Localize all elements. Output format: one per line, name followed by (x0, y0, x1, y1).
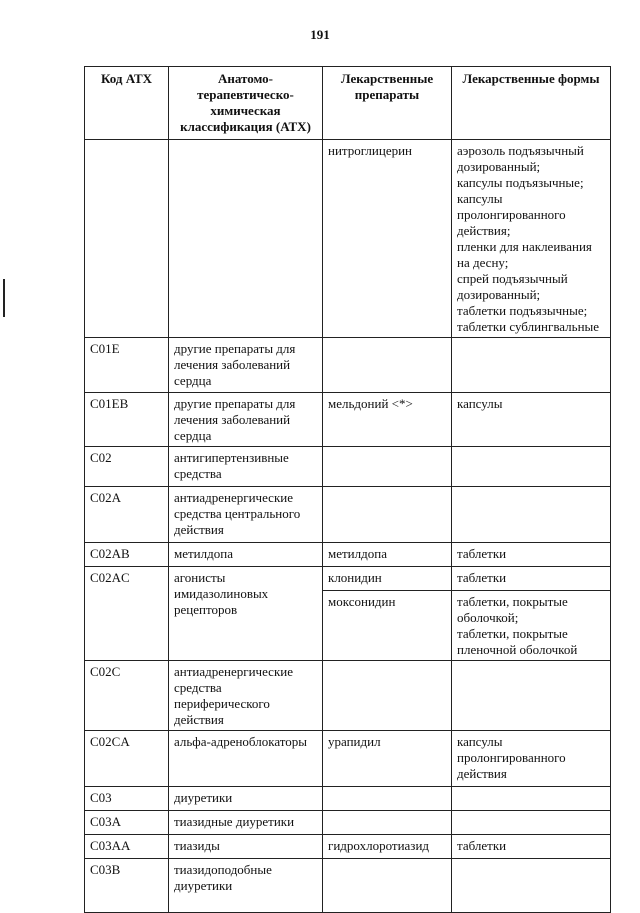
cell-code (85, 140, 169, 338)
cell-code: C02AC (85, 567, 169, 661)
margin-mark (3, 279, 5, 317)
header-code: Код АТХ (85, 67, 169, 140)
cell-drug (323, 447, 452, 487)
cell-drug (323, 661, 452, 731)
cell-classification: диуретики (169, 787, 323, 811)
table-row (85, 811, 611, 835)
cell-drug: нитроглицерин (323, 140, 452, 338)
cell-classification: другие препараты для лечения заболеваний сердца (169, 338, 323, 393)
cell-form (452, 487, 611, 543)
cell-classification: метилдопа (169, 543, 323, 567)
cell-drug (323, 811, 452, 835)
cell-form (452, 811, 611, 835)
table-row (85, 859, 611, 913)
table-row (85, 543, 611, 567)
cell-form (452, 787, 611, 811)
cell-drug: моксонидин (323, 591, 452, 661)
cell-form (452, 338, 611, 393)
cell-code: C03AA (85, 835, 169, 859)
cell-drug: мельдоний <*> (323, 393, 452, 447)
cell-form (452, 661, 611, 731)
cell-classification: тиазиды (169, 835, 323, 859)
cell-form: капсулы пролонгированного действия (452, 731, 611, 787)
cell-code: C01EB (85, 393, 169, 447)
cell-classification: агонисты имидазолиновых рецепторов (169, 567, 323, 661)
cell-code: C01E (85, 338, 169, 393)
cell-code: C02CA (85, 731, 169, 787)
table-row (85, 487, 611, 543)
cell-form: таблетки (452, 567, 611, 591)
page-number: 191 (310, 27, 330, 42)
cell-drug: метилдопа (323, 543, 452, 567)
header-row (85, 67, 611, 140)
header-drugs: Лекарственные препараты (323, 67, 452, 140)
table-row (85, 661, 611, 731)
cell-drug (323, 338, 452, 393)
atx-table (84, 66, 611, 913)
cell-code: C02 (85, 447, 169, 487)
cell-form: аэрозоль подъязычный дозированный; капсулы подъязычные; капсулы пролонгированного действия; пленки для наклеивания на десну; спрей подъязычный дозированный; таблетки подъязычные; таблетки сублингвальные (452, 140, 611, 338)
cell-code: C03A (85, 811, 169, 835)
cell-drug: урапидил (323, 731, 452, 787)
cell-classification: антиадренергические средства периферического действия (169, 661, 323, 731)
table-row (85, 338, 611, 393)
cell-classification: другие препараты для лечения заболеваний сердца (169, 393, 323, 447)
cell-code: C02C (85, 661, 169, 731)
table-row (85, 835, 611, 859)
cell-drug (323, 787, 452, 811)
cell-form (452, 447, 611, 487)
header-forms: Лекарственные формы (452, 67, 611, 140)
cell-classification: антиадренергические средства центрального действия (169, 487, 323, 543)
cell-drug (323, 859, 452, 913)
cell-code: C02AB (85, 543, 169, 567)
table-row (85, 447, 611, 487)
cell-form: таблетки, покрытые оболочкой; таблетки, покрытые пленочной оболочкой (452, 591, 611, 661)
cell-code: C03 (85, 787, 169, 811)
header-classification: Анатомо- терапевтическо- химическая классификация (АТХ) (169, 67, 323, 140)
cell-drug: гидрохлоротиазид (323, 835, 452, 859)
cell-code: C02A (85, 487, 169, 543)
cell-form (452, 859, 611, 913)
table-row (85, 140, 611, 338)
cell-drug: клонидин (323, 567, 452, 591)
cell-form: таблетки (452, 543, 611, 567)
cell-code: C03B (85, 859, 169, 913)
cell-form: капсулы (452, 393, 611, 447)
cell-form: таблетки (452, 835, 611, 859)
table-row (85, 393, 611, 447)
table-row (85, 567, 611, 591)
cell-drug (323, 487, 452, 543)
cell-classification: антигипертензивные средства (169, 447, 323, 487)
table-row (85, 787, 611, 811)
cell-classification: тиазидные диуретики (169, 811, 323, 835)
cell-classification: тиазидоподобные диуретики (169, 859, 323, 913)
table-row (85, 731, 611, 787)
cell-classification (169, 140, 323, 338)
cell-classification: альфа-адреноблокаторы (169, 731, 323, 787)
